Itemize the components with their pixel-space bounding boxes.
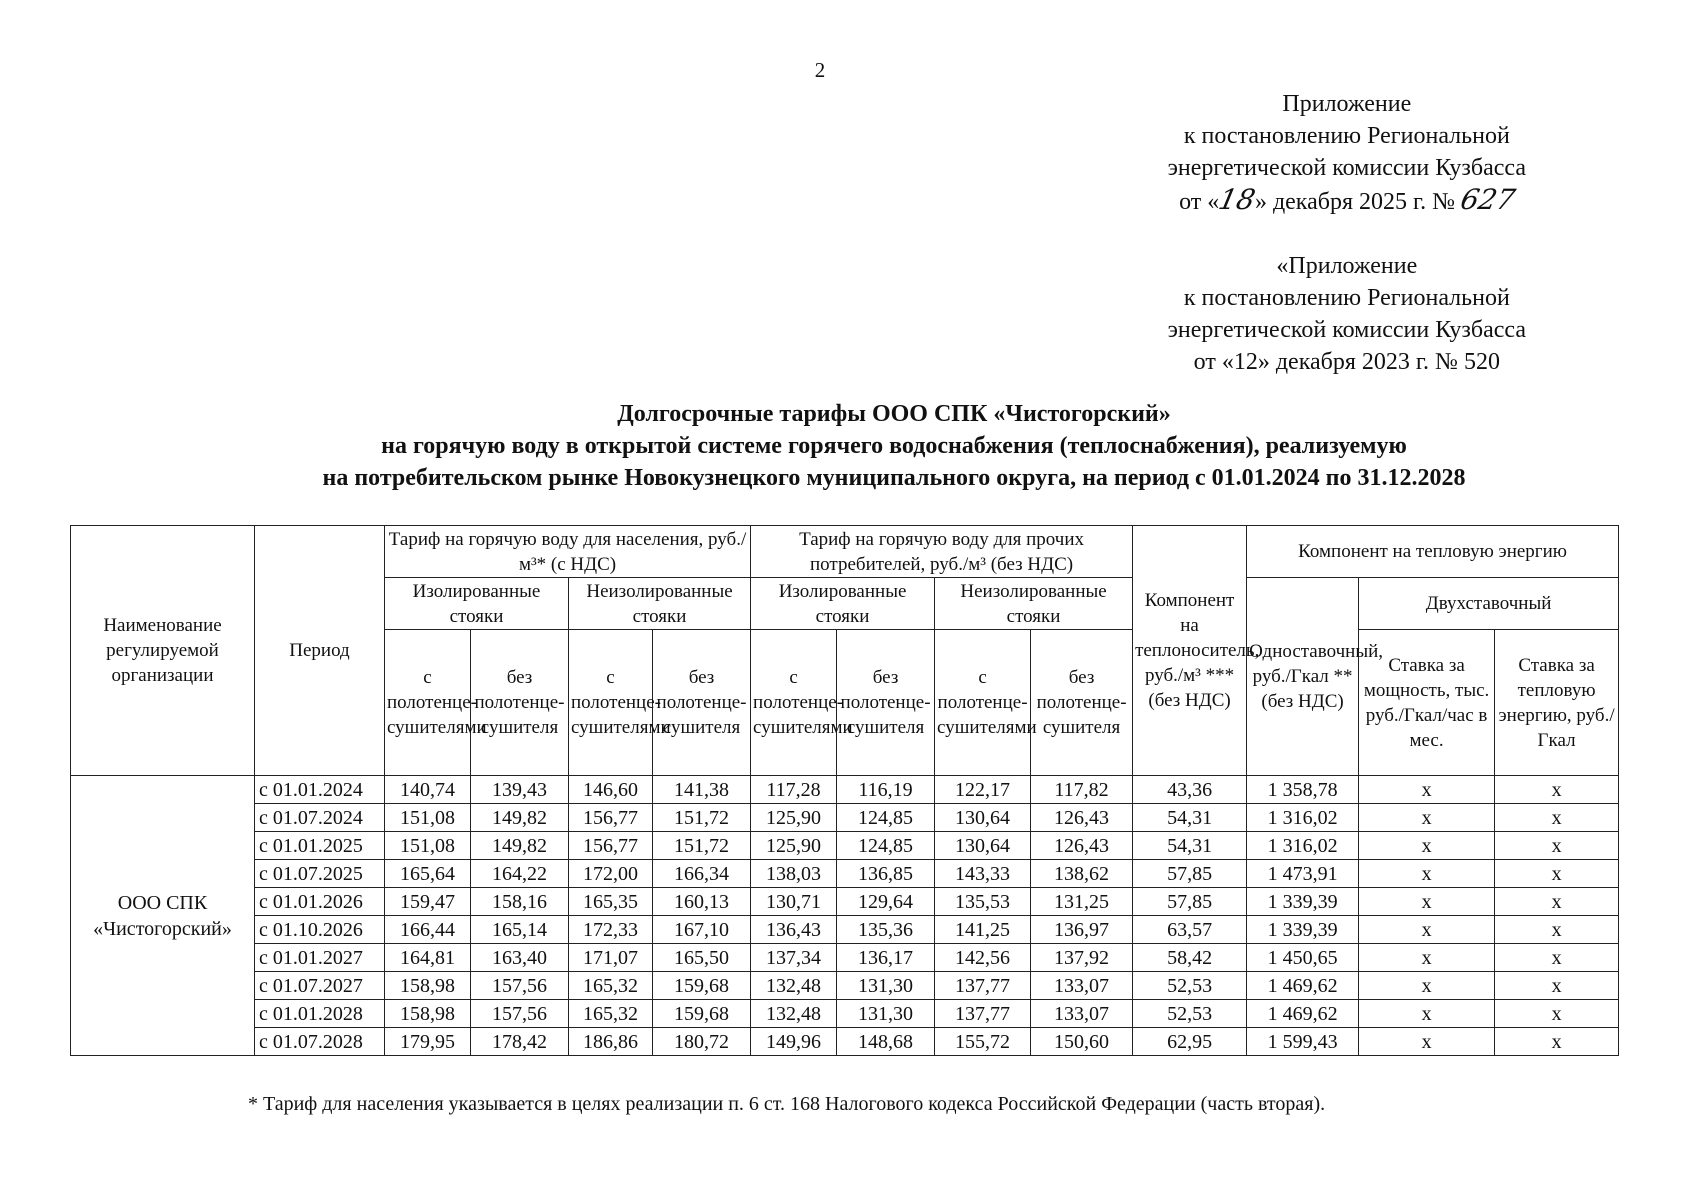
table-row: [71, 1000, 1619, 1028]
value-cell: x: [1359, 860, 1495, 888]
value-cell: 1 339,39: [1247, 888, 1359, 916]
value-cell: 132,48: [751, 1000, 837, 1028]
appendix-original-line4: от «12» декабря 2023 г. № 520: [1193, 349, 1500, 375]
value-cell: 166,34: [653, 860, 751, 888]
value-cell: 149,82: [471, 832, 569, 860]
value-cell: 155,72: [935, 1028, 1031, 1056]
table-row: [71, 916, 1619, 944]
header-two-part: Двухставочный: [1359, 578, 1619, 630]
value-cell: 172,33: [569, 916, 653, 944]
value-cell: x: [1495, 860, 1619, 888]
date-middle: » декабря 2025 г. №: [1254, 189, 1456, 215]
appendix-original-line3: энергетической комиссии Кузбасса: [1167, 317, 1526, 343]
value-cell: x: [1495, 832, 1619, 860]
value-cell: 43,36: [1133, 776, 1247, 804]
header-heat-component: Компонент на тепловую энергию: [1247, 526, 1619, 578]
title-line1: Долгосрочные тарифы ООО СПК «Чистогорский»: [617, 401, 1171, 427]
value-cell: 1 316,02: [1247, 832, 1359, 860]
value-cell: 137,77: [935, 972, 1031, 1000]
value-cell: x: [1495, 888, 1619, 916]
value-cell: x: [1495, 804, 1619, 832]
value-cell: 125,90: [751, 804, 837, 832]
value-cell: 149,96: [751, 1028, 837, 1056]
header-other-nonisolated: Неизолированные стояки: [935, 578, 1133, 630]
value-cell: 1 469,62: [1247, 1000, 1359, 1028]
value-cell: 130,64: [935, 804, 1031, 832]
value-cell: 138,03: [751, 860, 837, 888]
value-cell: 137,34: [751, 944, 837, 972]
value-cell: 58,42: [1133, 944, 1247, 972]
table-row: [71, 888, 1619, 916]
period-cell: с 01.01.2026: [255, 888, 385, 916]
value-cell: 125,90: [751, 832, 837, 860]
header-org: Наименование регулируемой организации: [71, 526, 255, 776]
value-cell: 129,64: [837, 888, 935, 916]
value-cell: 124,85: [837, 804, 935, 832]
value-cell: 158,16: [471, 888, 569, 916]
value-cell: 164,81: [385, 944, 471, 972]
value-cell: 178,42: [471, 1028, 569, 1056]
table-row: [71, 1028, 1619, 1056]
value-cell: 141,38: [653, 776, 751, 804]
value-cell: 140,74: [385, 776, 471, 804]
value-cell: 124,85: [837, 832, 935, 860]
value-cell: 179,95: [385, 1028, 471, 1056]
value-cell: 117,82: [1031, 776, 1133, 804]
header-pop-isolated: Изолированные стояки: [385, 578, 569, 630]
appendix-current-date: [1168, 184, 1526, 218]
header-other-tariff: Тариф на горячую воду для прочих потребителей, руб./м³ (без НДС): [751, 526, 1133, 578]
value-cell: 151,72: [653, 832, 751, 860]
value-cell: x: [1495, 916, 1619, 944]
value-cell: 158,98: [385, 1000, 471, 1028]
value-cell: x: [1495, 776, 1619, 804]
header-one-part: Одноставочный, руб./Гкал ** (без НДС): [1247, 578, 1359, 776]
handwritten-day: 18: [1215, 183, 1259, 216]
organization-name: ООО СПК «Чистогорский»: [71, 776, 255, 1056]
value-cell: x: [1359, 944, 1495, 972]
value-cell: 137,77: [935, 1000, 1031, 1028]
value-cell: 130,64: [935, 832, 1031, 860]
appendix-original: [1168, 250, 1526, 378]
value-cell: x: [1495, 972, 1619, 1000]
value-cell: 52,53: [1133, 1000, 1247, 1028]
value-cell: 54,31: [1133, 804, 1247, 832]
value-cell: x: [1359, 972, 1495, 1000]
header-other-isolated: Изолированные стояки: [751, 578, 935, 630]
header-capacity-rate: Ставка за мощность, тыс. руб./Гкал/час в мес.: [1359, 630, 1495, 776]
table-row: [71, 944, 1619, 972]
value-cell: 1 316,02: [1247, 804, 1359, 832]
value-cell: 136,97: [1031, 916, 1133, 944]
header-period: Период: [255, 526, 385, 776]
value-cell: 136,43: [751, 916, 837, 944]
value-cell: x: [1495, 1028, 1619, 1056]
value-cell: 151,08: [385, 832, 471, 860]
tariff-table-body: [71, 776, 1619, 1056]
table-row: [71, 804, 1619, 832]
appendix-current-line1: Приложение: [1282, 91, 1412, 117]
value-cell: 150,60: [1031, 1028, 1133, 1056]
value-cell: 1 450,65: [1247, 944, 1359, 972]
title-line2: на горячую воду в открытой системе горячего водоснабжения (теплоснабжения), реализуемую: [381, 433, 1407, 459]
header-pop-nonisolated: Неизолированные стояки: [569, 578, 751, 630]
period-cell: с 01.01.2024: [255, 776, 385, 804]
value-cell: 1 358,78: [1247, 776, 1359, 804]
header-with-dryer: с полотенце-сушителями: [569, 630, 653, 776]
table-row: [71, 776, 1619, 804]
value-cell: 186,86: [569, 1028, 653, 1056]
period-cell: с 01.10.2026: [255, 916, 385, 944]
value-cell: 122,17: [935, 776, 1031, 804]
value-cell: 133,07: [1031, 1000, 1133, 1028]
period-cell: с 01.07.2025: [255, 860, 385, 888]
value-cell: x: [1359, 776, 1495, 804]
value-cell: 143,33: [935, 860, 1031, 888]
value-cell: 163,40: [471, 944, 569, 972]
handwritten-number: 627: [1457, 183, 1519, 216]
period-cell: с 01.01.2028: [255, 1000, 385, 1028]
table-row: [71, 832, 1619, 860]
value-cell: 165,32: [569, 1000, 653, 1028]
period-cell: с 01.01.2025: [255, 832, 385, 860]
document-title: [0, 398, 1688, 494]
header-without-dryer: без полотенце-сушителя: [471, 630, 569, 776]
value-cell: 142,56: [935, 944, 1031, 972]
value-cell: 131,30: [837, 1000, 935, 1028]
appendix-current-line2: к постановлению Региональной: [1183, 123, 1510, 149]
value-cell: 148,68: [837, 1028, 935, 1056]
header-without-dryer: без полотенце-сушителя: [1031, 630, 1133, 776]
value-cell: 131,25: [1031, 888, 1133, 916]
value-cell: 52,53: [1133, 972, 1247, 1000]
value-cell: 159,68: [653, 972, 751, 1000]
header-with-dryer: с полотенце-сушителями: [935, 630, 1031, 776]
page-number: 2: [814, 58, 826, 82]
value-cell: 141,25: [935, 916, 1031, 944]
value-cell: 1 599,43: [1247, 1028, 1359, 1056]
value-cell: x: [1359, 888, 1495, 916]
value-cell: 146,60: [569, 776, 653, 804]
footnote: * Тариф для населения указывается в целях реализации п. 6 ст. 168 Налогового кодекса Российской Федерации (часть вторая).: [248, 1093, 1326, 1115]
value-cell: 126,43: [1031, 804, 1133, 832]
header-without-dryer: без полотенце-сушителя: [653, 630, 751, 776]
value-cell: 156,77: [569, 832, 653, 860]
appendix-original-line1: «Приложение: [1276, 253, 1418, 279]
appendix-current-line3: энергетической комиссии Кузбасса: [1167, 155, 1526, 181]
value-cell: 138,62: [1031, 860, 1133, 888]
value-cell: 139,43: [471, 776, 569, 804]
value-cell: 54,31: [1133, 832, 1247, 860]
value-cell: 137,92: [1031, 944, 1133, 972]
value-cell: 62,95: [1133, 1028, 1247, 1056]
value-cell: x: [1495, 1000, 1619, 1028]
value-cell: 159,47: [385, 888, 471, 916]
period-cell: с 01.07.2028: [255, 1028, 385, 1056]
value-cell: x: [1359, 804, 1495, 832]
header-without-dryer: без полотенце-сушителя: [837, 630, 935, 776]
tariff-table: [70, 525, 1619, 1056]
value-cell: 132,48: [751, 972, 837, 1000]
value-cell: 165,32: [569, 972, 653, 1000]
value-cell: 1 469,62: [1247, 972, 1359, 1000]
value-cell: 151,72: [653, 804, 751, 832]
value-cell: 156,77: [569, 804, 653, 832]
header-pop-tariff: Тариф на горячую воду для населения, руб./м³* (с НДС): [385, 526, 751, 578]
value-cell: x: [1359, 832, 1495, 860]
value-cell: 131,30: [837, 972, 935, 1000]
value-cell: 133,07: [1031, 972, 1133, 1000]
appendix-current: [1168, 88, 1526, 218]
table-row: [71, 972, 1619, 1000]
header-energy-rate: Ставка за тепловую энергию, руб./Гкал: [1495, 630, 1619, 776]
value-cell: 136,17: [837, 944, 935, 972]
value-cell: 171,07: [569, 944, 653, 972]
value-cell: 165,50: [653, 944, 751, 972]
title-line3: на потребительском рынке Новокузнецкого муниципального округа, на период с 01.01.2024 по 31.12.2028: [322, 465, 1466, 491]
value-cell: 151,08: [385, 804, 471, 832]
value-cell: 165,35: [569, 888, 653, 916]
period-cell: с 01.07.2027: [255, 972, 385, 1000]
value-cell: 157,56: [471, 1000, 569, 1028]
value-cell: 164,22: [471, 860, 569, 888]
value-cell: 157,56: [471, 972, 569, 1000]
value-cell: 149,82: [471, 804, 569, 832]
value-cell: 57,85: [1133, 860, 1247, 888]
value-cell: 136,85: [837, 860, 935, 888]
value-cell: x: [1495, 944, 1619, 972]
value-cell: x: [1359, 1000, 1495, 1028]
value-cell: x: [1359, 916, 1495, 944]
value-cell: 116,19: [837, 776, 935, 804]
value-cell: 135,53: [935, 888, 1031, 916]
value-cell: 166,44: [385, 916, 471, 944]
value-cell: 117,28: [751, 776, 837, 804]
value-cell: 57,85: [1133, 888, 1247, 916]
header-coolant: Компонент на теплоноситель, руб./м³ ***(без НДС): [1133, 526, 1247, 776]
value-cell: 167,10: [653, 916, 751, 944]
table-row: [71, 860, 1619, 888]
value-cell: 159,68: [653, 1000, 751, 1028]
value-cell: 63,57: [1133, 916, 1247, 944]
date-prefix: от «: [1179, 189, 1220, 215]
value-cell: 126,43: [1031, 832, 1133, 860]
value-cell: 130,71: [751, 888, 837, 916]
value-cell: 180,72: [653, 1028, 751, 1056]
value-cell: 165,64: [385, 860, 471, 888]
value-cell: 1 339,39: [1247, 916, 1359, 944]
header-with-dryer: с полотенце-сушителями: [385, 630, 471, 776]
value-cell: 165,14: [471, 916, 569, 944]
period-cell: с 01.01.2027: [255, 944, 385, 972]
value-cell: x: [1359, 1028, 1495, 1056]
period-cell: с 01.07.2024: [255, 804, 385, 832]
value-cell: 160,13: [653, 888, 751, 916]
header-with-dryer: с полотенце-сушителями: [751, 630, 837, 776]
value-cell: 1 473,91: [1247, 860, 1359, 888]
value-cell: 172,00: [569, 860, 653, 888]
appendix-original-line2: к постановлению Региональной: [1183, 285, 1510, 311]
value-cell: 158,98: [385, 972, 471, 1000]
value-cell: 135,36: [837, 916, 935, 944]
